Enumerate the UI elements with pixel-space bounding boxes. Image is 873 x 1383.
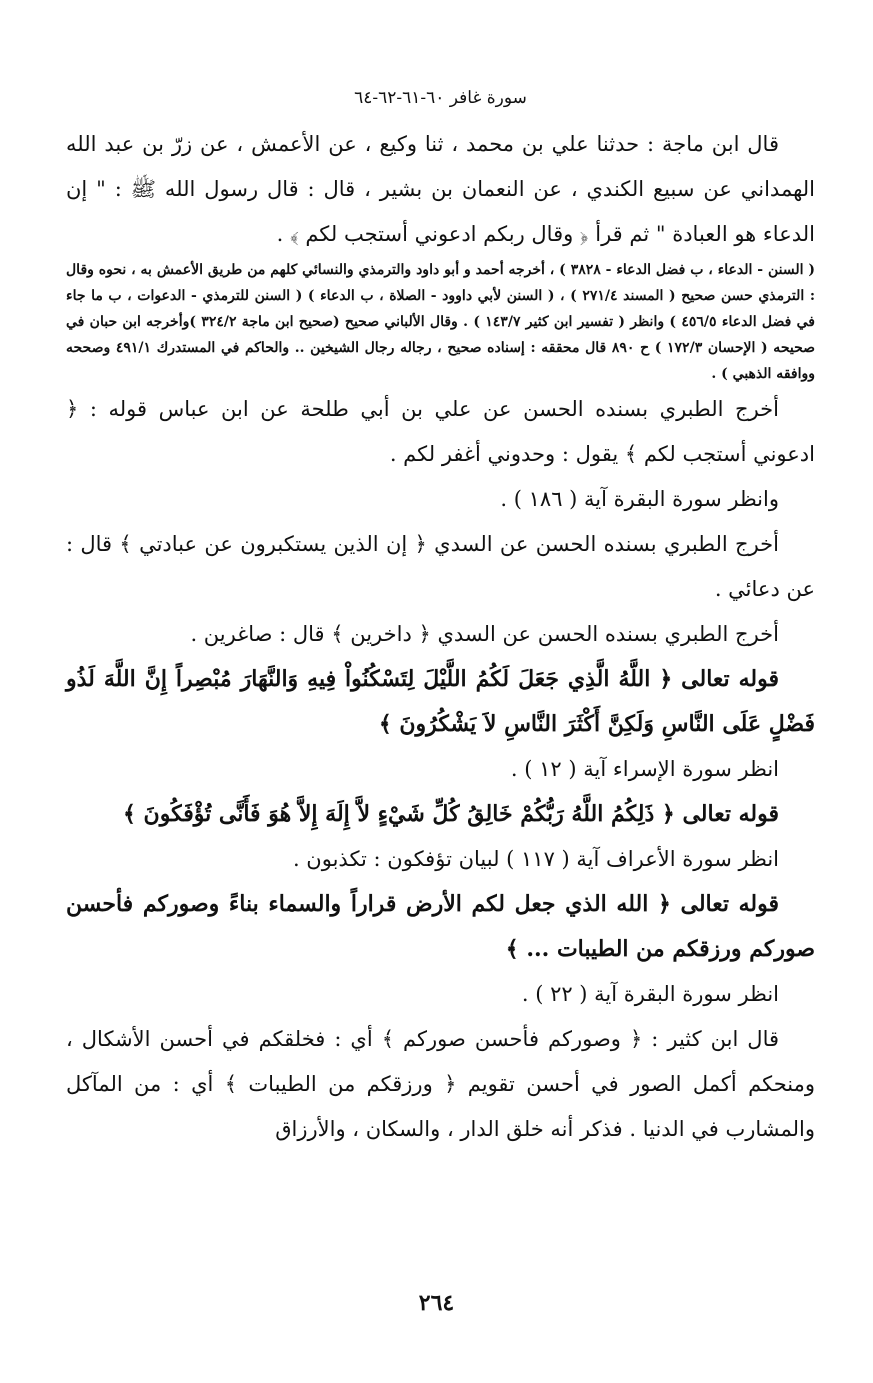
paragraph-baqara-186: وانظر سورة البقرة آية ( ١٨٦ ) . xyxy=(500,487,779,511)
paragraph-footnote-takhrij: ( السنن - الدعاء ، ب فضل الدعاء - ٣٨٢٨ ) ، أخرجه أحمد و أبو داود والترمذي والنسائي كلهم من طريق الأعمش به ، نحوه وقال : الترمذي حسن صحيح ( المسند ٢٧١/٤ ) ، ( السنن لأبي داوود - الصلاة ، ب الدعاء ) ( السنن للترمذي - الدعوات ، ب ما جاء في فضل الدعاء ٤٥٦/٥ ) وانظر ( تفسير ابن كثير ١٤٣/٧ ) . وقال الألباني صحيح (صحيح ابن ماجة ٣٢٤/٢ )وأخرجه ابن حبان في صحيحه ( الإحسان ١٧٢/٣ ) ح ٨٩٠ قال محققه : إسناده صحيح ، رجاله رجال الشيخين .. والحاكم في المستدرك ٤٩١/١ وصححه ووافقه الذهبي ) . xyxy=(66,262,816,382)
paragraph-tabari-2: أخرج الطبري بسنده الحسن عن السدي ﴿ إن الذين يستكبرون عن عبادتي ﴾ قال : عن دعائي . xyxy=(66,532,815,601)
running-header: سورة غافر ٦٠-٦١-٦٢-٦٤ xyxy=(354,88,527,108)
paragraph-ibn-majah-hadith: قال ابن ماجة : حدثنا علي بن محمد ، ثنا وكيع ، عن الأعمش ، عن زرّ بن عبد الله الهمداني عن سبيع الكندي ، عن النعمان بن بشير ، قال : قال رسول الله ﷺ : " إن الدعاء هو العبادة " ثم قرأ ﴿ وقال ربكم ادعوني أستجب لكم ﴾ . xyxy=(66,132,815,246)
paragraph-ibn-kathir: قال ابن كثير : ﴿ وصوركم فأحسن صوركم ﴾ أي : فخلقكم في أحسن الأشكال ، ومنحكم أكمل الصور في أحسن تقويم ﴿ ورزقكم من الطيبات ﴾ أي : من المآكل والمشارب في الدنيا . فذكر أنه خلق الدار ، والسكان ، والأرزاق xyxy=(66,1027,815,1141)
paragraph-araf-117: انظر سورة الأعراف آية ( ١١٧ ) لبيان تؤفكون : تكذبون . xyxy=(292,847,779,871)
paragraph-isra-12: انظر سورة الإسراء آية ( ١٢ ) . xyxy=(510,757,779,781)
paragraph-verse-62: قوله تعالى ﴿ ذَلِكُمُ اللَّهُ رَبُّكُمْ خَالِقُ كُلِّ شَيْءٍ لاَّ إِلَهَ إِلاَّ هُوَ فَأَنَّى تُؤْفَكُونَ ﴾ xyxy=(123,801,779,827)
body-text xyxy=(66,122,815,1152)
paragraph-tabari-1: أخرج الطبري بسنده الحسن عن علي بن أبي طلحة عن ابن عباس قوله : ﴿ ادعوني أستجب لكم ﴾ يقول : وحدوني أغفر لكم . xyxy=(66,397,815,466)
paragraph-verse-61: قوله تعالى ﴿ اللَّهُ الَّذِي جَعَلَ لَكُمُ اللَّيْلَ لِتَسْكُنُواْ فِيهِ وَالنَّهَارَ مُبْصِراً إِنَّ اللَّهَ لَذُو فَضْلٍ عَلَى النَّاسِ وَلَكِنَّ أَكْثَرَ النَّاسِ لاَ يَشْكُرُونَ ﴾ xyxy=(66,666,815,737)
paragraph-verse-64: قوله تعالى ﴿ الله الذي جعل لكم الأرض قراراً والسماء بناءً وصوركم فأحسن صوركم ورزقكم من الطيبات ... ﴾ xyxy=(66,891,815,962)
page-number: ٢٦٤ xyxy=(418,1290,455,1316)
paragraph-baqara-22: انظر سورة البقرة آية ( ٢٢ ) . xyxy=(521,982,779,1006)
paragraph-tabari-3: أخرج الطبري بسنده الحسن عن السدي ﴿ داخرين ﴾ قال : صاغرين . xyxy=(190,622,779,646)
